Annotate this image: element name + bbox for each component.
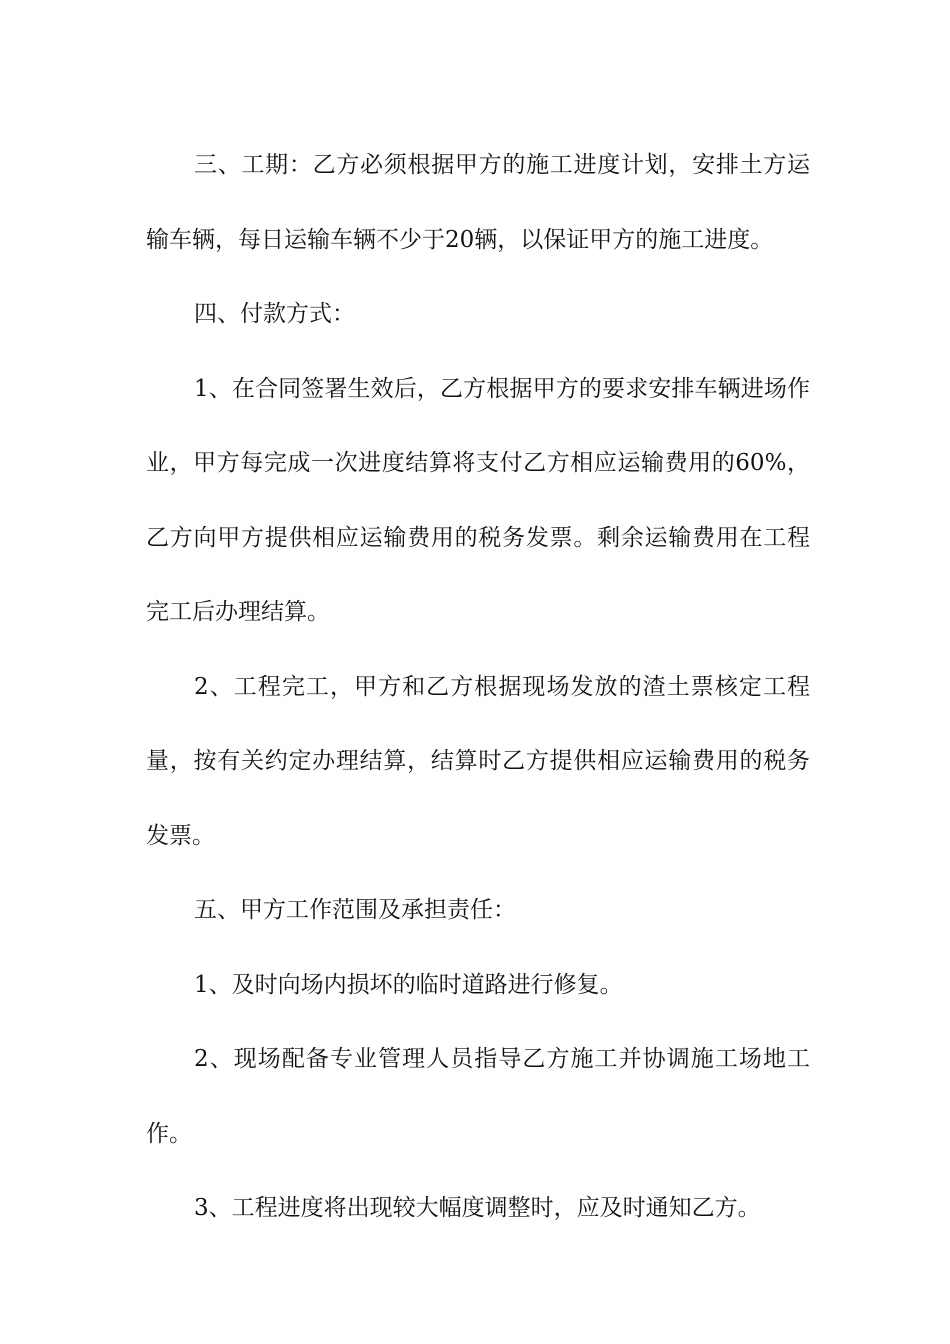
document-body	[146, 128, 810, 1246]
paragraph-payment-1: 1、在合同签署生效后，乙方根据甲方的要求安排车辆进场作业，甲方每完成一次进度结算将支付乙方相应运输费用的60%，乙方向甲方提供相应运输费用的税务发票。剩余运输费用在工程完工后办理结算。	[146, 375, 810, 625]
paragraph-party-a-heading: 五、甲方工作范围及承担责任：	[194, 897, 516, 923]
paragraph-party-a-3: 3、工程进度将出现较大幅度调整时，应及时通知乙方。	[194, 1195, 761, 1221]
paragraph-payment-heading: 四、付款方式：	[194, 301, 355, 327]
paragraph-schedule: 三、工期：乙方必须根据甲方的施工进度计划，安排土方运输车辆，每日运输车辆不少于20辆，以保证甲方的施工进度。	[146, 152, 810, 253]
paragraph-party-a-1: 1、及时向场内损坏的临时道路进行修复。	[194, 971, 623, 998]
paragraph-payment-2: 2、工程完工，甲方和乙方根据现场发放的渣土票核定工程量，按有关约定办理结算，结算时乙方提供相应运输费用的税务发票。	[146, 673, 810, 849]
paragraph-party-a-2: 2、现场配备专业管理人员指导乙方施工并协调施工场地工作。	[146, 1046, 810, 1147]
